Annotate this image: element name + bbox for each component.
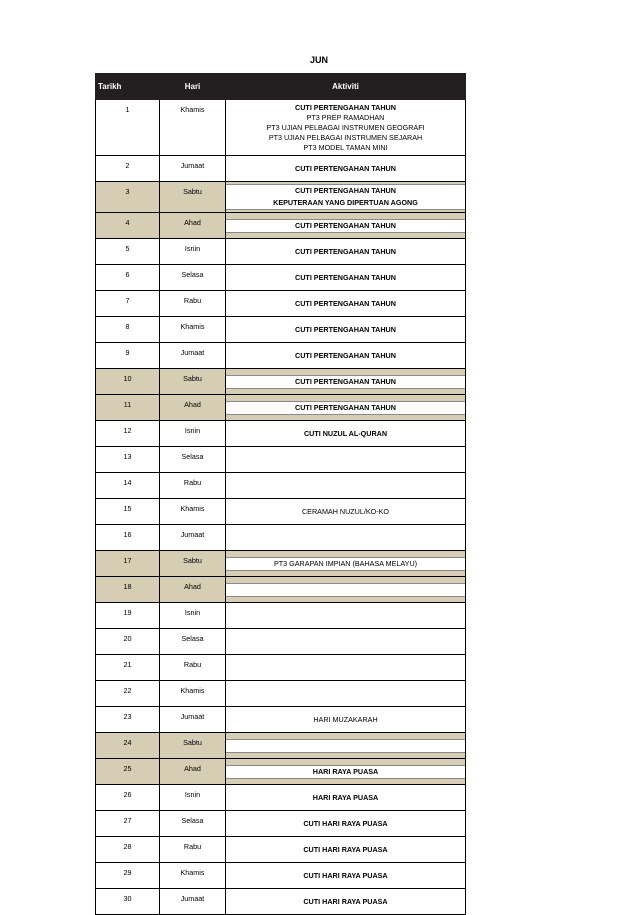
row-activity [226, 577, 466, 603]
row-activity [226, 811, 466, 837]
table-row [96, 733, 466, 759]
row-day: Isnin [160, 603, 226, 629]
activity-line: CUTI PERTENGAHAN TAHUN [295, 103, 396, 112]
row-day: Jumaat [160, 343, 226, 369]
activity-line: CUTI PERTENGAHAN TAHUN [295, 246, 396, 256]
table-row [96, 213, 466, 239]
table-row [96, 473, 466, 499]
activity-line: CUTI HARI RAYA PUASA [303, 896, 388, 906]
row-day: Sabtu [160, 182, 226, 213]
row-day: Rabu [160, 291, 226, 317]
row-date: 16 [96, 525, 160, 551]
row-day: Khamis [160, 681, 226, 707]
row-day: Selasa [160, 447, 226, 473]
page-title: JUN [309, 55, 328, 65]
row-date: 28 [96, 837, 160, 863]
row-date: 19 [96, 603, 160, 629]
row-activity [226, 447, 466, 473]
row-day: Ahad [160, 395, 226, 421]
row-activity [226, 889, 466, 915]
row-activity [226, 265, 466, 291]
table-header-row [96, 74, 466, 100]
activity-line: CUTI PERTENGAHAN TAHUN [295, 376, 396, 386]
row-activity [226, 421, 466, 447]
row-day: Ahad [160, 577, 226, 603]
table-row [96, 577, 466, 603]
activity-line: PT3 UJIAN PELBAGAI INSTRUMEN GEOGRAFI [266, 123, 425, 132]
row-activity [226, 863, 466, 889]
table-row [96, 707, 466, 733]
row-activity [226, 291, 466, 317]
row-activity [226, 100, 466, 156]
table-row [96, 889, 466, 915]
row-date: 17 [96, 551, 160, 577]
activity-line: HARI RAYA PUASA [312, 766, 379, 776]
table-row [96, 395, 466, 421]
row-activity [226, 707, 466, 733]
row-date: 3 [96, 182, 160, 213]
row-day: Khamis [160, 317, 226, 343]
row-date: 15 [96, 499, 160, 525]
table-row [96, 603, 466, 629]
row-day: Khamis [160, 100, 226, 156]
activity-line: CERAMAH NUZUL/KO-KO [301, 506, 390, 516]
row-day: Isnin [160, 785, 226, 811]
row-day: Jumaat [160, 707, 226, 733]
row-day: Rabu [160, 837, 226, 863]
row-date: 20 [96, 629, 160, 655]
activity-line: CUTI PERTENGAHAN TAHUN [295, 272, 396, 282]
row-activity [226, 733, 466, 759]
row-day: Khamis [160, 499, 226, 525]
activity-box [226, 375, 465, 389]
header-aktiviti: Aktiviti [226, 74, 466, 100]
header-tarikh: Tarikh [96, 74, 160, 100]
activity-line: CUTI HARI RAYA PUASA [303, 844, 388, 854]
row-date: 8 [96, 317, 160, 343]
row-activity [226, 681, 466, 707]
table-row [96, 759, 466, 785]
row-date: 12 [96, 421, 160, 447]
row-activity [226, 213, 466, 239]
activity-line: HARI RAYA PUASA [312, 792, 379, 802]
activity-box [226, 184, 465, 210]
row-activity [226, 785, 466, 811]
row-activity [226, 603, 466, 629]
row-activity [226, 655, 466, 681]
row-activity [226, 369, 466, 395]
activity-line: PT3 MODEL TAMAN MINI [303, 143, 388, 152]
activity-line: CUTI PERTENGAHAN TAHUN [295, 324, 396, 334]
row-day: Jumaat [160, 156, 226, 182]
activity-box [226, 219, 465, 233]
header-hari: Hari [160, 74, 226, 100]
row-day: Isnin [160, 421, 226, 447]
row-date: 27 [96, 811, 160, 837]
activity-line: CUTI HARI RAYA PUASA [303, 870, 388, 880]
activity-line: CUTI PERTENGAHAN TAHUN [295, 163, 396, 173]
row-date: 30 [96, 889, 160, 915]
table-row [96, 837, 466, 863]
row-activity [226, 551, 466, 577]
activity-line: CUTI PERTENGAHAN TAHUN [295, 350, 396, 360]
table-row [96, 156, 466, 182]
row-day: Isnin [160, 239, 226, 265]
row-date: 26 [96, 785, 160, 811]
row-day: Khamis [160, 863, 226, 889]
row-date: 14 [96, 473, 160, 499]
row-date: 5 [96, 239, 160, 265]
row-day: Rabu [160, 655, 226, 681]
table-row [96, 525, 466, 551]
row-date: 6 [96, 265, 160, 291]
activity-line: CUTI PERTENGAHAN TAHUN [295, 186, 396, 195]
row-day: Selasa [160, 629, 226, 655]
table-row [96, 421, 466, 447]
row-date: 25 [96, 759, 160, 785]
row-date: 1 [96, 100, 160, 156]
row-day: Jumaat [160, 525, 226, 551]
row-activity [226, 156, 466, 182]
row-activity [226, 837, 466, 863]
row-date: 4 [96, 213, 160, 239]
row-date: 13 [96, 447, 160, 473]
row-day: Sabtu [160, 551, 226, 577]
row-activity [226, 343, 466, 369]
activity-box [226, 583, 465, 597]
activity-line: CUTI HARI RAYA PUASA [303, 818, 388, 828]
table-row [96, 863, 466, 889]
table-row [96, 447, 466, 473]
activity-line: KEPUTERAAN YANG DIPERTUAN AGONG [273, 198, 418, 207]
activity-box [226, 765, 465, 779]
table-row [96, 681, 466, 707]
table-row [96, 629, 466, 655]
table-row [96, 551, 466, 577]
row-date: 23 [96, 707, 160, 733]
table-row [96, 182, 466, 213]
table-row [96, 317, 466, 343]
row-day: Jumaat [160, 889, 226, 915]
schedule-table [95, 73, 466, 915]
table-row [96, 369, 466, 395]
row-day: Ahad [160, 213, 226, 239]
row-activity [226, 525, 466, 551]
row-date: 2 [96, 156, 160, 182]
row-activity [226, 759, 466, 785]
activity-box [226, 557, 465, 571]
row-date: 18 [96, 577, 160, 603]
row-date: 9 [96, 343, 160, 369]
table-row [96, 785, 466, 811]
row-day: Selasa [160, 811, 226, 837]
row-date: 10 [96, 369, 160, 395]
table-row [96, 811, 466, 837]
table-row [96, 499, 466, 525]
activity-box [226, 739, 465, 753]
row-day: Sabtu [160, 369, 226, 395]
row-date: 7 [96, 291, 160, 317]
row-day: Ahad [160, 759, 226, 785]
table-row [96, 265, 466, 291]
activity-line: HARI MUZAKARAH [313, 714, 378, 724]
activity-line: CUTI NUZUL AL-QURAN [303, 428, 388, 438]
row-activity [226, 499, 466, 525]
table-row [96, 291, 466, 317]
row-date: 29 [96, 863, 160, 889]
schedule-body [96, 100, 466, 915]
row-date: 24 [96, 733, 160, 759]
activity-line: PT3 PREP RAMADHAN [306, 113, 385, 122]
row-day: Rabu [160, 473, 226, 499]
activity-line: CUTI PERTENGAHAN TAHUN [295, 402, 396, 412]
row-date: 11 [96, 395, 160, 421]
row-day: Selasa [160, 265, 226, 291]
row-day: Sabtu [160, 733, 226, 759]
activity-line: PT3 GARAPAN IMPIAN (BAHASA MELAYU) [273, 558, 418, 568]
activity-line: PT3 UJIAN PELBAGAI INSTRUMEN SEJARAH [268, 133, 423, 142]
row-activity [226, 182, 466, 213]
row-date: 22 [96, 681, 160, 707]
table-row [96, 239, 466, 265]
activity-box [226, 401, 465, 415]
activity-line: CUTI PERTENGAHAN TAHUN [295, 220, 396, 230]
table-row [96, 655, 466, 681]
table-row [96, 100, 466, 156]
row-date: 21 [96, 655, 160, 681]
row-activity [226, 395, 466, 421]
row-activity [226, 317, 466, 343]
activity-line: CUTI PERTENGAHAN TAHUN [295, 298, 396, 308]
row-activity [226, 629, 466, 655]
row-activity [226, 239, 466, 265]
table-row [96, 343, 466, 369]
row-activity [226, 473, 466, 499]
